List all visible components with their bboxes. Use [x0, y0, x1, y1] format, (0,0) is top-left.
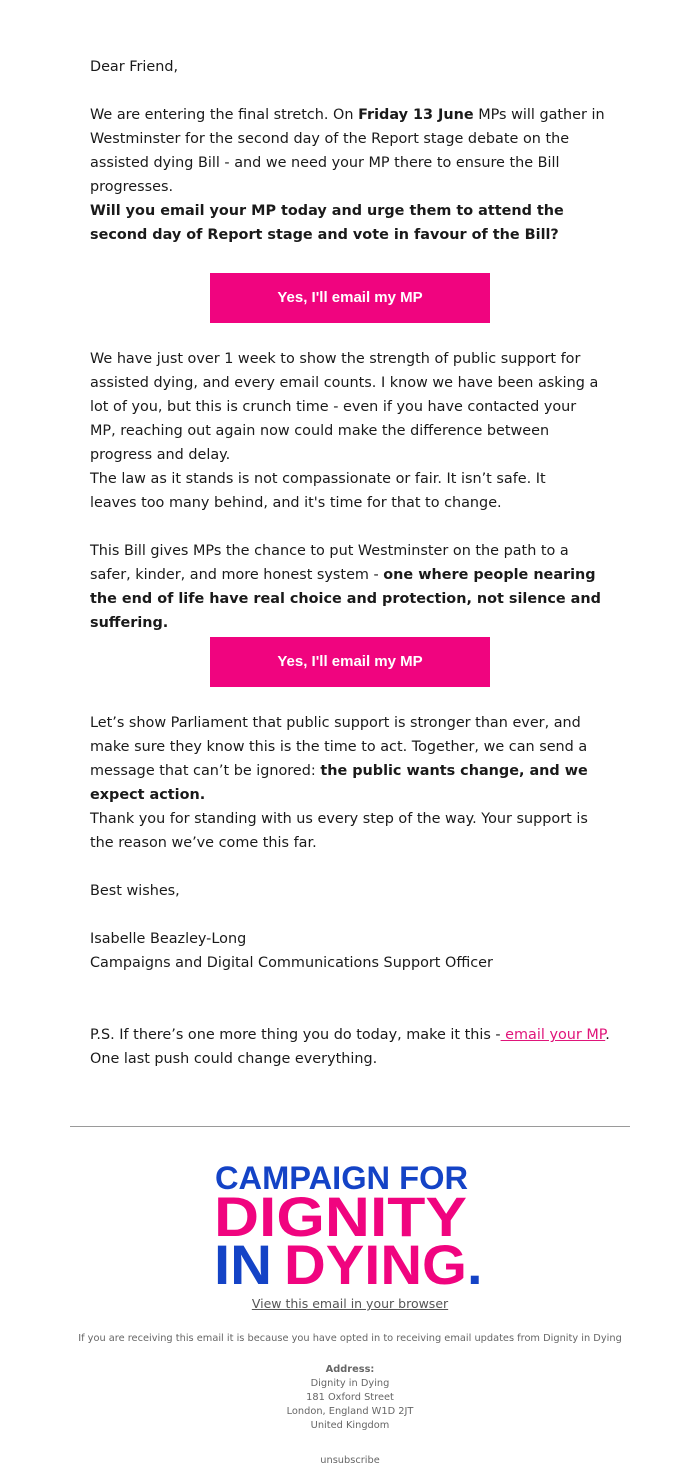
- signer-title: Campaigns and Digital Communications Support Officer: [90, 955, 493, 971]
- unsubscribe-link[interactable]: unsubscribe: [320, 1455, 380, 1466]
- intro-paragraph: We are entering the final stretch. On Friday 13 June MPs will gather in Westminster for the second day of the Report stage debate on the assisted dying Bill - and we need your MP there to ensure the Bill progresses.: [90, 107, 605, 195]
- greeting: Dear Friend,: [90, 59, 179, 75]
- address-label: Address:: [325, 1364, 375, 1375]
- logo-line-2: DIGNITY: [214, 1185, 467, 1248]
- email-mp-button-1[interactable]: Yes, I'll email my MP: [210, 273, 490, 323]
- optin-notice: If you are receiving this email it is because you have opted in to receiving email updates from Dignity in Dying: [78, 1333, 622, 1344]
- address-line: 181 Oxford Street: [306, 1392, 394, 1403]
- bill-paragraph: This Bill gives MPs the chance to put Westminster on the path to a safer, kinder, and more honest system - one where people nearing the end of life have real choice and protection, not silence and suffering.: [90, 543, 601, 631]
- dignity-in-dying-logo: [214, 1160, 490, 1290]
- parliament-paragraph: Let’s show Parliament that public support is stronger than ever, and make sure they know this is the time to act. Together, we can send a message that can’t be ignored: the public wants change, and we expect action.: [90, 715, 588, 803]
- signoff: Best wishes,: [90, 883, 180, 899]
- logo-line-3b: DYING: [284, 1233, 467, 1290]
- footer-divider: [70, 1126, 630, 1127]
- law-paragraph: The law as it stands is not compassionate or fair. It isn’t safe. It leaves too many behind, and it's time for that to change.: [90, 471, 546, 511]
- view-in-browser-link[interactable]: View this email in your browser: [251, 1296, 449, 1311]
- support-paragraph: We have just over 1 week to show the strength of public support for assisted dying, and every email counts. I know we have been asking a lot of you, but this is crunch time - even if you have contacted your MP, reaching out again now could make the difference between progress and delay.: [90, 351, 599, 463]
- debate-date: Friday 13 June: [358, 107, 474, 123]
- address-line: Dignity in Dying: [310, 1378, 390, 1389]
- address-line: London, England W1D 2JT: [286, 1406, 414, 1417]
- logo-line-1: CAMPAIGN FOR: [215, 1160, 468, 1196]
- logo-dot: .: [467, 1233, 483, 1290]
- ps-paragraph: P.S. If there’s one more thing you do today, make it this - email your MP. One last push could change everything.: [90, 1027, 610, 1067]
- email-mp-button-2[interactable]: Yes, I'll email my MP: [210, 637, 490, 687]
- signer-name: Isabelle Beazley-Long: [90, 931, 247, 947]
- address-line: United Kingdom: [310, 1420, 390, 1431]
- logo-line-3a: IN: [214, 1233, 272, 1290]
- email-mp-link[interactable]: email your MP: [500, 1027, 606, 1043]
- ask-paragraph: Will you email your MP today and urge them to attend the second day of Report stage and vote in favour of the Bill?: [90, 203, 564, 243]
- thanks-paragraph: Thank you for standing with us every step of the way. Your support is the reason we’ve come this far.: [90, 811, 588, 851]
